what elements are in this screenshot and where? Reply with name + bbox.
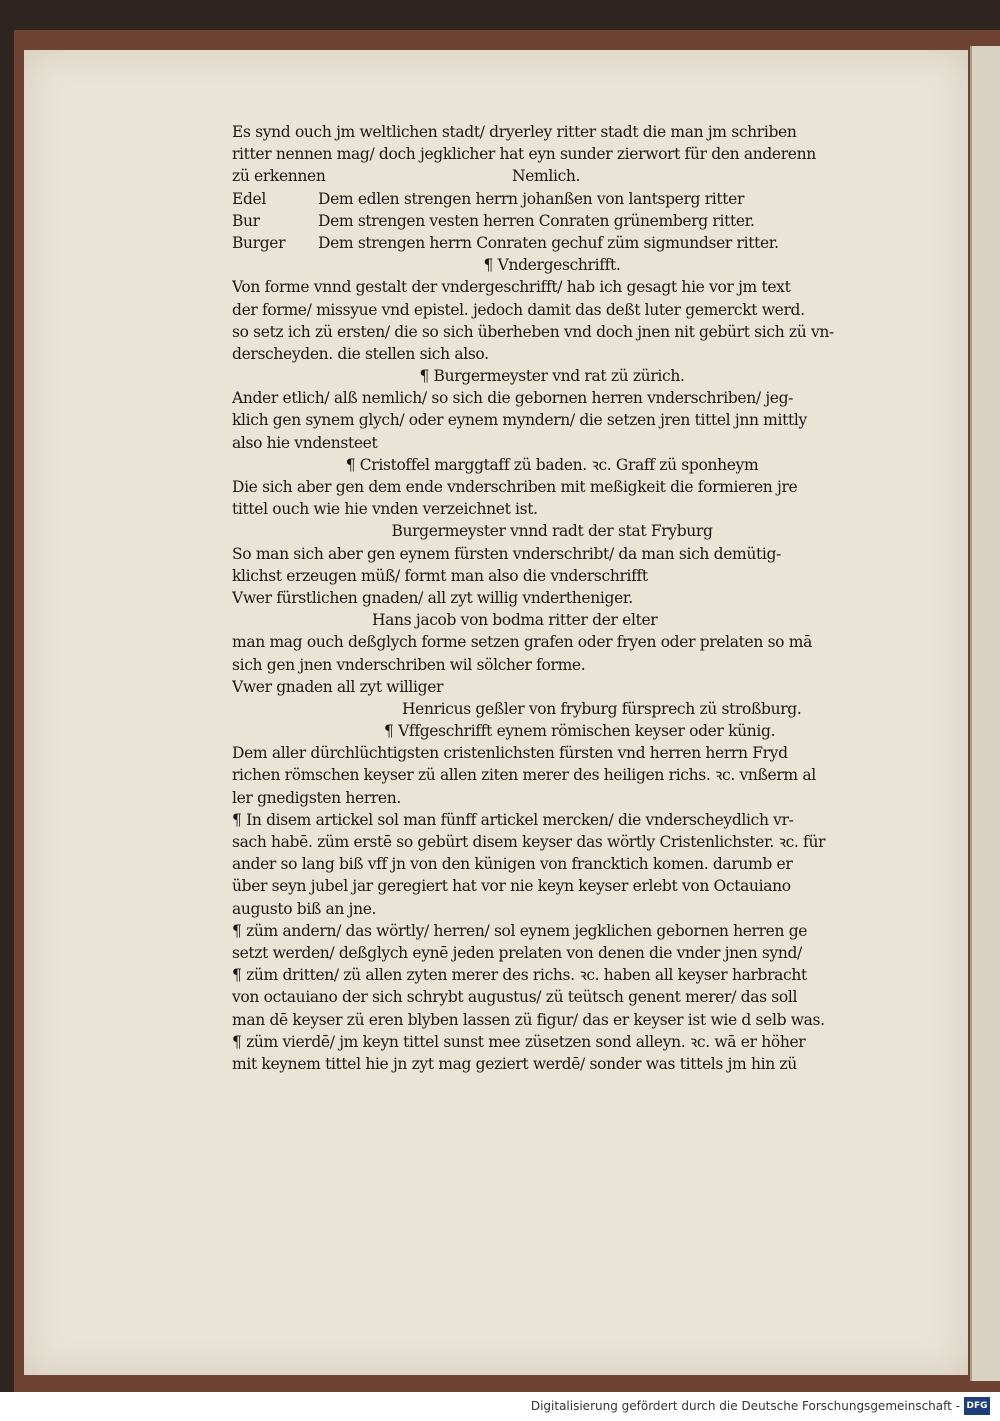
text-line: tittel ouch wie hie vnden verzeichnet ist. xyxy=(232,500,538,519)
text-line: derscheyden. die stellen sich also. xyxy=(232,344,489,363)
text-line: sach habē. züm erstē so gebürt disem keyser das wörtly Cristenlichster. ꝛc. für xyxy=(232,833,826,851)
text-line: Vwer gnaden all zyt williger xyxy=(232,677,444,696)
example-line: ¶ Cristoffel marggtaff zü baden. ꝛc. Graff zü sponheym xyxy=(345,455,759,474)
example-line: Burgermeyster vnnd radt der stat Fryburg xyxy=(391,522,713,541)
signature-line: Hans jacob von bodma ritter der elter xyxy=(372,611,658,630)
text-line: klichst erzeugen müß/ formt man also die vnderschrifft xyxy=(232,566,648,585)
text-line: ritter nennen mag/ doch jegklicher hat eyn sunder zierwort für den anderenn xyxy=(232,145,816,164)
page-text xyxy=(232,121,872,1075)
text-line: Vwer fürstlichen gnaden/ all zyt willig vndertheniger. xyxy=(232,588,633,607)
rank-label: Burger xyxy=(232,233,286,252)
text-span: Dem edlen strengen herrn johanßen von lantsperg ritter xyxy=(318,189,744,208)
text-line: ¶ züm andern/ das wörtly/ herren/ sol eynem jegklichen gebornen herren ge xyxy=(232,921,808,940)
text-line xyxy=(232,165,872,187)
section-heading: ¶ Vndergeschrifft. xyxy=(483,256,621,275)
funding-credit: Digitalisierung gefördert durch die Deutsche Forschungsgemeinschaft - xyxy=(530,1399,960,1413)
text-line: klich gen synem glych/ oder eynem myndern/ die setzen jren tittel jnn mittly xyxy=(232,411,807,430)
text-line: ander so lang biß vff jn von den künigen von francktich komen. darumb er xyxy=(232,855,793,874)
text-span: Dem strengen vesten herren Conraten grünemberg ritter. xyxy=(318,211,755,230)
section-heading: ¶ Vffgeschrifft eynem römischen keyser oder künig. xyxy=(384,722,776,741)
text-line: setzt werden/ deßglych eynē jeden prelaten von denen die vnder jnen synd/ xyxy=(232,943,802,962)
text-line: ¶ züm dritten/ zü allen zyten merer des richs. ꝛc. haben all keyser harbracht xyxy=(232,966,807,985)
text-line: so setz ich zü ersten/ die so sich überheben vnd doch jnen nit gebürt sich zü vn- xyxy=(232,322,834,341)
text-line: Von forme vnnd gestalt der vndergeschrifft/ hab ich gesagt hie vor jm text xyxy=(232,278,791,297)
text-line: ¶ züm vierdē/ jm keyn tittel sunst mee züsetzen sond alleyn. ꝛc. wā er höher xyxy=(232,1032,806,1051)
text-line: man mag ouch deßglych forme setzen grafen oder fryen oder prelaten so mā xyxy=(232,633,812,652)
text-line: man dē keyser zü eren blyben lassen zü figur/ das er keyser ist wie d selb was. xyxy=(232,1010,825,1029)
rank-label: Edel xyxy=(232,189,266,208)
signature-line: Henricus geßler von fryburg fürsprech zü stroßburg. xyxy=(402,699,802,718)
example-line: ¶ Burgermeyster vnd rat zü zürich. xyxy=(419,367,685,386)
text-line: ¶ In disem artickel sol man fünff artickel mercken/ die vnderscheydlich vr- xyxy=(232,810,794,829)
text-line: Die sich aber gen dem ende vnderschriben mit meßigkeit die formieren jre xyxy=(232,478,798,496)
text-line: also hie vndensteet xyxy=(232,433,378,452)
dfg-logo-icon: DFG xyxy=(964,1397,990,1415)
text-line: So man sich aber gen eynem fürsten vnderschribt/ da man sich demütig- xyxy=(232,544,781,563)
footer-bar xyxy=(0,1392,1000,1421)
text-line xyxy=(232,188,872,210)
text-line: ler gnedigsten herren. xyxy=(232,788,401,807)
page-stack-edge xyxy=(970,46,1000,1381)
text-line xyxy=(232,232,872,254)
text-line: der forme/ missyue vnd epistel. jedoch damit das deßt luter gemerckt werd. xyxy=(232,300,805,319)
text-span: Nemlich. xyxy=(512,167,581,186)
text-line: sich gen jnen vnderschriben wil sölcher forme. xyxy=(232,655,586,674)
text-line: Ander etlich/ alß nemlich/ so sich die gebornen herren vnderschriben/ jeg- xyxy=(232,389,794,408)
text-line: über seyn jubel jar geregiert hat vor nie keyn keyser erlebt von Octauiano xyxy=(232,877,791,896)
text-line: augusto biß an jne. xyxy=(232,899,377,918)
text-line: von octauiano der sich schrybt augustus/ zü teütsch genent merer/ das soll xyxy=(232,988,798,1007)
text-span: Dem strengen herrn Conraten gechuf züm sigmundser ritter. xyxy=(318,233,779,252)
rank-label: Bur xyxy=(232,211,260,230)
text-line: mit keynem tittel hie jn zyt mag geziert werdē/ sonder was tittels jm hin zü xyxy=(232,1054,797,1073)
text-line: Es synd ouch jm weltlichen stadt/ dryerley ritter stadt die man jm schriben xyxy=(232,123,797,141)
text-line: richen römschen keyser zü allen ziten merer des heiligen richs. ꝛc. vnßerm al xyxy=(232,766,816,785)
text-line xyxy=(232,210,872,232)
text-span: zü erkennen xyxy=(232,167,326,186)
text-line: Dem aller dürchlüchtigsten cristenlichsten fürsten vnd herren herrn Fryd xyxy=(232,744,788,763)
